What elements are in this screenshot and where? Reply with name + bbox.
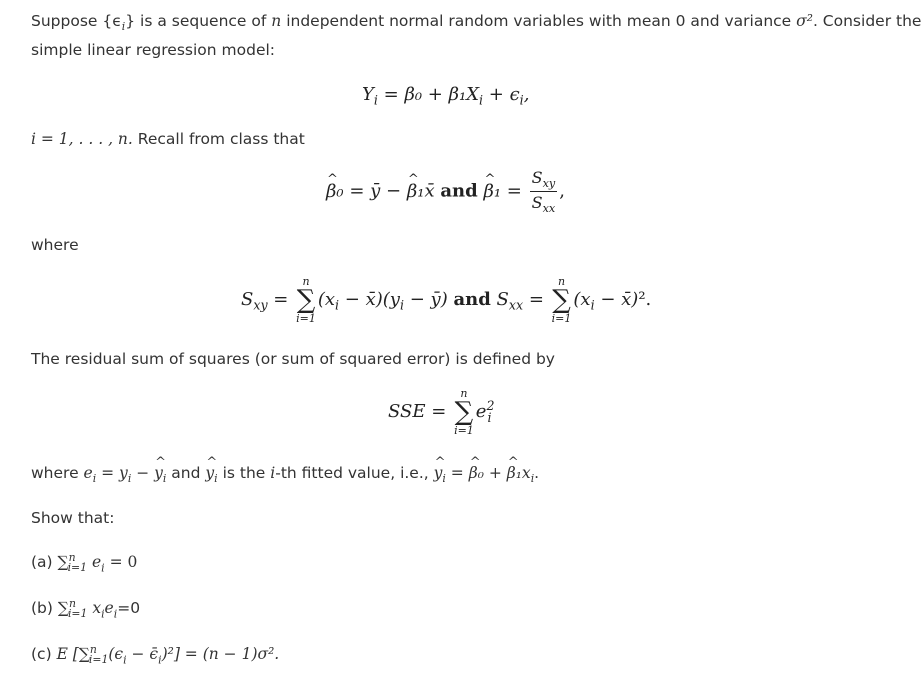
where-ei-line: where $e_i = y_i$ − ^ $y_i$ and ^ $y_i$ is the i-th fitted value, i.e., ^ $y_i$ = ^ β₀ + ^ $\beta_1x_i$.: [31, 464, 539, 485]
where-label: where: [31, 236, 79, 254]
where-ei-and: and: [171, 464, 201, 482]
where-ei-i: i: [270, 464, 276, 482]
rss-text: The residual sum of squares (or sum of squared error) is defined by: [31, 350, 555, 368]
where-ei-e: e: [83, 464, 93, 482]
where-ei-b1-rest: ₁x: [515, 464, 531, 482]
part-b-e: e: [104, 599, 114, 618]
part-c-E: E [∑: [56, 645, 90, 664]
part-a-sup: n: [68, 551, 76, 564]
part-b-sigma: ∑: [57, 599, 69, 618]
sum2-sigma: ∑: [552, 285, 571, 315]
where-ei-end: .: [534, 464, 540, 482]
sum2-term-b: − x̄): [594, 289, 639, 310]
intro-text-4: independent normal random variables with mean 0 and variance: [286, 12, 792, 30]
sum2-bot: i=1: [551, 312, 572, 325]
where-ei-t1: where: [31, 464, 79, 482]
sse-sum-bot: i=1: [454, 424, 474, 437]
sum1-bot: i=1: [296, 312, 316, 325]
intro-line-2: simple linear regression model:: [31, 41, 276, 59]
where-ei-yhat3: ^ y: [434, 464, 443, 482]
intro-text-2: } is a sequence of: [125, 12, 267, 30]
intro-text-6: . Consider the: [812, 12, 921, 30]
sxy-over-sxx: [530, 168, 558, 215]
where-ei-b0: ^ β: [469, 464, 478, 482]
index-line: [31, 130, 305, 148]
intro-line-1: Suppose $\{\epsilon_i\}$ is a sequence of n independent normal random variables with mean 0 and variance σ². Consider the: [31, 12, 921, 34]
part-c-mid: (ϵ: [108, 645, 124, 664]
beta0-rest: ₀ = ȳ −: [336, 180, 407, 202]
sse-sum-top: n: [460, 387, 468, 400]
sxy: S: [241, 289, 254, 310]
where-ei-t4: -th fitted value, i.e.,: [275, 464, 429, 482]
frac-num: S: [531, 168, 543, 187]
where-ei-yhat: ^ y: [154, 464, 163, 482]
part-c-sup: n: [89, 643, 97, 656]
model-y: Y: [362, 84, 374, 105]
sum-operator-1: [296, 276, 316, 324]
index-text: Recall from class that: [137, 130, 305, 148]
where-ei-minus: −: [131, 464, 155, 482]
sums-and: and: [453, 289, 491, 310]
where-ei-b0-rest: ₀ +: [477, 464, 507, 482]
beta1b-rest: ₁ =: [493, 180, 522, 202]
sum1-top: n: [302, 275, 310, 288]
where-ei-eq2: =: [445, 464, 469, 482]
intro-n: n: [271, 12, 282, 30]
sum2-top: n: [557, 275, 566, 288]
sums-eq1: =: [273, 289, 289, 310]
sum1-term-a: (x: [317, 289, 336, 310]
part-a: (a) ∑$^n_{i=1}$ $e_i = 0$: [31, 551, 138, 575]
part-c-mid2: − ϵ̄: [126, 645, 159, 664]
model-equation: $Y_i = \beta_0 + \beta_1X_i + \epsilon_i$,: [362, 84, 530, 108]
sse-lhs: SSE: [388, 401, 426, 422]
beta0-hat: ^ β: [326, 181, 336, 202]
estimators-and: and: [440, 180, 478, 202]
sum1-sigma: ∑: [296, 285, 316, 315]
where-ei-b1: ^ β: [507, 464, 516, 482]
sum2-term-a: (x: [573, 289, 591, 310]
part-c-label: (c): [31, 645, 52, 664]
part-b-label: (b): [31, 599, 53, 618]
estimators-comma: ,: [559, 180, 565, 202]
sum1-term-b: − x̄)(y: [339, 289, 400, 310]
intro-text-1: Suppose {ϵ: [31, 12, 122, 30]
frac-den: S: [531, 193, 543, 213]
show-that: Show that:: [31, 509, 115, 527]
beta1b-hat: ^ β: [483, 181, 493, 202]
sse-term: e: [475, 401, 487, 422]
model-comma: ,: [523, 84, 530, 105]
part-b-sup: n: [68, 597, 76, 610]
beta1-hat: ^ β: [407, 181, 417, 202]
sse-sum-sigma: ∑: [454, 397, 474, 427]
sum2-term-c: ².: [638, 289, 652, 310]
where-ei-yhat2: ^ y: [205, 464, 214, 482]
part-a-label: (a): [31, 553, 53, 572]
part-c-sub: i=1: [88, 653, 109, 667]
sums-eq2: =: [528, 289, 544, 310]
where-ei-t3: is the: [222, 464, 266, 482]
part-b-sub: i=1: [67, 607, 88, 621]
sse-sum-operator: [454, 388, 474, 436]
model-eps: + ϵ: [483, 84, 520, 105]
sse-equation: SSE = n ∑ i=1 $e^2_i$: [388, 387, 495, 437]
part-c-mid3: )²] = (n − 1)σ².: [161, 645, 280, 664]
sxx: S: [496, 289, 509, 310]
part-b: (b) ∑$^n_{i=1}$ $x_ie_i=0$: [31, 597, 141, 621]
sxy-sub: xy: [253, 297, 268, 313]
estimators-equation: [326, 168, 565, 215]
beta1-rest: ₁x̄: [417, 180, 435, 202]
part-a-sub: i=1: [67, 561, 88, 575]
where-ei-eq: = y: [96, 464, 128, 482]
sum-operator-2: [552, 276, 572, 324]
part-b-x: x: [92, 599, 102, 618]
frac-num-sub: xy: [542, 177, 556, 191]
frac-den-sub: xx: [542, 202, 556, 216]
sum1-term-c: − ȳ): [404, 289, 448, 310]
sums-equation: $S_{xy}$ = n ∑ i=1 ($x_i$ − $x̄)(y_i$ − ȳ) and $S_{xx}$ = n ∑ i=1 ($x_i$ − x̄)².: [241, 275, 652, 325]
index-math: i = 1, . . . , n.: [31, 130, 133, 148]
part-b-tail: =0: [117, 599, 141, 618]
model-rhs: = β₀ + β₁X: [377, 84, 480, 105]
part-a-tail: = 0: [104, 553, 138, 572]
sse-eq: =: [431, 401, 447, 422]
part-c: (c) E [$\sum^n_{i=1}(\epsilon_i$ − $\epsilon̄_i)^2] = (n - 1)\sigma^2$.: [31, 643, 280, 667]
part-a-e: e: [91, 553, 102, 572]
sxx-sub: xx: [508, 297, 524, 313]
intro-sigma: σ²: [796, 12, 813, 30]
part-a-sigma: ∑: [57, 553, 69, 572]
